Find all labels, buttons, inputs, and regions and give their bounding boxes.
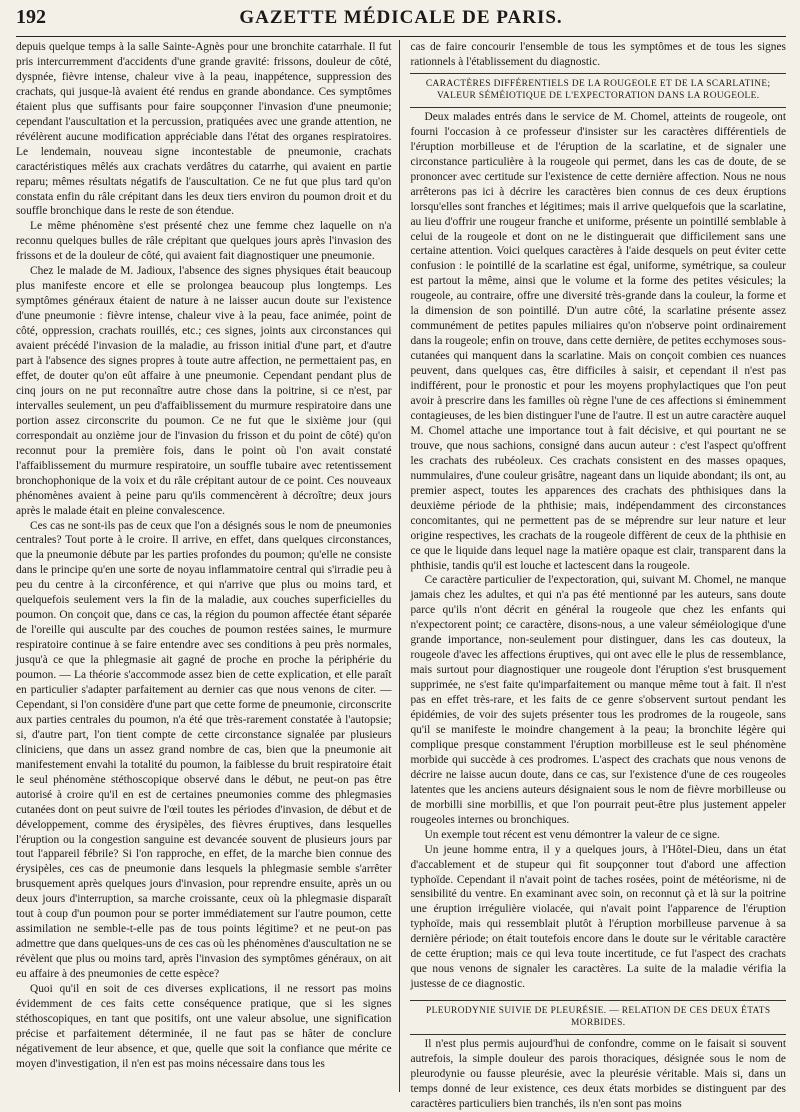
paragraph: Le même phénomène s'est présenté chez une femme chez laquelle on n'a reconnu quelques bulles de râle crépitant que quelques jours après l'invasion des frissons et de la douleur de côté, qui avaient fait diagnostiquer une pneumonie.: [16, 220, 392, 263]
paragraph: Un jeune homme entra, il y a quelques jours, à l'Hôtel-Dieu, dans un état d'accablement et de stupeur qui fit soupçonner tout d'abord une affection typhoïde. Cependant il n'avait point de taches rosées, point de météorisme, ni de sensibilité du ventre. En examinant avec soin, on reconnut çà et là sur la poitrine une éruption irrégulière violacée, qui n'avait point l'apparence de l'éruption typhoïde, mais qui ressemblait plutôt à l'éruption morbilleuse parvenue à sa dernière période; on était toutefois encore dans le doute sur le véritable caractère de cette éruption; mais ce qui leva toute incertitude, ce fut l'aspect des crachats que nous venons de signaler les caractères. La suite de la maladie vérifia la justesse de ce diagnostic.: [410, 843, 786, 991]
paragraph: Chez le malade de M. Jadioux, l'absence des signes physiques était beaucoup plus manifeste encore et elle se prolongea beaucoup plus longtemps. Les symptômes généraux étaient de nature à ne laisser aucun doute sur l'existence d'une pneumonie : fièvre intense, chaleur vive à la peau, face animée, point de côté, oppression, crachats rouillés, etc.; ces signes, joints aux circonstances qui avaient précédé l'invasion de la maladie, au frisson initial d'une part, et d'autre part à l'absence des signes propres à toute autre affection, ne permettaient pas, en effet, de douter qu'on eût affaire à une pneumonie. Cependant pendant plus de cinq jours on ne put reconnaître autre chose dans la poitrine, si ce n'est, par intervalles seulement, un peu d'affaiblissement du murmure respiratoire dans une portion assez circonscrite du poumon. Ce ne fut que le sixième jour (qui correspondait au onzième jour de l'invasion du frisson et du point de côté) qu'on reconnut pour la première fois, dans le point où l'on avait constaté l'affaiblissement du murmure respiratoire, un souffle tubaire avec retentissement bronchophonique de la voix et du râle crépitant autour de ce point. Ces nouveaux phénomènes avaient à peine paru qu'ils commencèrent à décroître; deux jours après le malade était en pleine convalescence.: [16, 265, 392, 517]
left-column: [16, 40, 399, 1092]
paragraph: Ce caractère particulier de l'expectoration, qui, suivant M. Chomel, ne manque jamais chez les adultes, et qui n'a pas été mentionné par les auteurs, sans doute parce qu'ils n'ont décrit en général la rougeole que chez les enfants qui n'expectorent point; ce caractère, disons-nous, a une valeur séméiologique d'une grande importance, non-seulement pour distinguer, dans les cas douteux, la rougeole d'avec les affections éruptives, qui ont avec elle le plus de ressemblance, mais surtout pour diagnostiquer une rougeole dont l'éruption s'est brusquement supprimée, ne s'est faite qu'imparfaitement ou manque même tout à fait. Il n'est pas en effet très-rare, et les faits de ce genre s'observent surtout pendant les épidémies, de voir des sujets présenter tous les prodromes de la rougeole, sans qu'il se manifeste le moindre changement à la peau; la bronchite légère qui complique presque constamment l'éruption morbilleuse est le seul phénomène morbide qui succède à ces prodromes. L'aspect des crachats que nous venons de décrire ne laisse aucun doute, dans ce cas, sur l'existence d'une de ces rougeoles latentes que les anciens auteurs désignaient sous le nom de fièvre morbilleuse ou de morbilli sine morbillis, et que l'on pourrait peut-être plus justement appeler rougeoles internes ou bronchiques.: [410, 574, 786, 826]
section-divider: [410, 73, 786, 74]
paragraph: Ces cas ne sont-ils pas de ceux que l'on a désignés sous le nom de pneumonies centrales? Tout porte à le croire. Il arrive, en effet, dans quelques circonstances, que la pneumonie débute par les parties profondes du poumon; qu'elle ne consiste dans le principe qu'en une sorte de noyau inflammatoire central qui s'irradie peu à peu du centre à la circonférence, et qui n'arrive que plus ou moins tard, et quelquefois seulement vers la fin de la maladie, aux couches superficielles du poumon. On conçoit que, dans ce cas, la région du poumon affectée étant séparée de l'oreille qui ausculte par des couches de poumon restées saines, le murmure respiratoire continue à se faire entendre avec ses conditions à peu près normales, jusqu'à ce que la phlegmasie ait gagné de proche en proche la périphérie du poumon. — La théorie s'accommode assez bien de cette explication, et elle paraît en particulier s'adapter parfaitement au dernier cas que nous venons de citer. — Cependant, si l'on considère d'une part que cette forme de pneumonie, circonscrite aux parties centrales du poumon, n'a été que très-rarement constatée à l'autopsie; si, d'autre part, l'on tient compte de cette circonstance signalée par plusieurs cliniciens, que dans un assez grand nombre de cas, bien que la pneumonie ait manifestement envahi la totalité du poumon, la faiblesse du bruit respiratoire était le seul phénomène stéthoscopique observé dans le début, ne peut-on pas être autorisé à croire qu'il en est de certaines pneumonies comme des phlegmasies cutanées dont on peut suivre de l'œil toutes les périodes d'invasion, de début et de développement, comme des érysipèles, des fièvres éruptives, dans lesquelles l'éruption ou la congestion sanguine est devancée souvent de plusieurs jours par tout l'appareil fébrile? Si l'on rapproche, en effet, de la marche bien connue des érysipèles, ces cas de pneumonie dans lesquels la phlegmasie semble s'arrêter brusquement après quelques jours d'invasion, pour reprendre ensuite, après un ou deux jours d'interruption, sa marche croissante, ceux où la phlegmasie disparaît tout à coup d'un poumon pour se porter immédiatement sur l'autre poumon, cette assimilation ne semble-t-elle pas de tous points légitime? et ne peut-on pas admettre que dans quelques-uns de ces cas où les phénomènes d'auscultation ne se révèlent que plus ou moins tard, après l'invasion des symptômes généraux, on ait eu affaire à des pneumonies de cette espèce?: [16, 519, 392, 981]
running-title: GAZETTE MÉDICALE DE PARIS.: [239, 7, 563, 28]
section-divider: [410, 1000, 786, 1001]
section-title: PLEURODYNIE SUIVIE DE PLEURÉSIE. — RELATION DE CES DEUX ÉTATS MORBIDES.: [426, 1006, 771, 1029]
paragraph: cas de faire concourir l'ensemble de tous les symptômes et de tous les signes rationnels à l'établissement du diagnostic.: [410, 41, 786, 68]
paragraph: Deux malades entrés dans le service de M. Chomel, atteints de rougeole, ont fourni l'occasion à ce professeur d'insister sur les caractères différentiels de l'éruption morbilleuse et de l'éruption de la scarlatine, et de signaler une circonstance particulière à la rougeole qui permet, dans les cas de doute, de se prononcer avec certitude sur l'existence de cette dernière affection. Nous ne nous arrêterons pas ici à décrire les caractères bien connus de ces deux éruptions lorsqu'elles sont franches et légitimes; mais il arrive quelquefois que la scarlatine, au lieu d'offrir une rougeur franche et uniforme, présente un pointillé semblable à celui de la rougeole et dont on ne le distinguerait que difficilement sans une certaine attention. Voici quelques caractères à l'aide desquels on peut éviter cette confusion : le pointillé de la scarlatine est égal, uniforme, symétrique, sa couleur est partout la même, ainsi que le volume et la forme des petites vésicules; la rougeole, au contraire, offre une diversité très-grande dans la couleur, la forme et la dimension de son pointillé. D'un autre côté, la scarlatine présente assez communément de petites papules miliaires qu'on n'observe point ordinairement dans la rougeole; enfin on trouve, dans cette dernière, de petites ecchymoses sous-cutanées qui manquent dans la scarlatine. Mais on conçoit combien ces nuances peuvent, dans quelques cas, être difficiles à saisir, et cependant il n'est pas indifférent, pour le pronostic et pour les moyens prophylactiques que l'on peut avoir à prescrire dans les familles où règne l'une de ces affections si éminemment contagieuses, de les bien distinguer l'une de l'autre. Il est un autre caractère auquel M. Chomel attache une importance tout à fait décisive, et qui pourtant ne se trouve, que nous sachions, consigné dans aucun auteur : c'est l'aspect qu'offrent les crachats des rubéoleux. Ces crachats consistent en des masses opaques, nummulaires, d'une couleur grisâtre, nageant dans un liquide abondant; ils ont, au premier aspect, toutes les apparences des crachats des phthisiques dans la deuxième période de la phthisie; mais, indépendamment des circonstances concomitantes, qui ne permettent pas de se méprendre sur leur nature et leur origine respectives, les crachats de la rougeole diffèrent de ceux de la phthisie en ce que le liquide dans lequel nage la matière opaque est clair, transparent dans la phthisie, tandis qu'il est louche et lactescent dans la rougeole.: [410, 110, 786, 572]
section-divider: [410, 1034, 786, 1035]
paragraph: depuis quelque temps à la salle Sainte-Agnès pour une bronchite catarrhale. Il fut pris intercurremment d'accidents d'une grande gravité: frissons, douleur de côté, dyspnée, fièvre intense, chaleur vive à la peau, inappétence, suppression des crachats, qui jusque-là avaient été rendus en grande abondance. Ces symptômes étaient plus que suffisants pour faire soupçonner l'invasion d'une pneumonie; cependant l'auscultation et la percussion, pratiquées avec une grande attention, ne révélèrent aucune modification appréciable dans l'état des organes respiratoires. Le lendemain, nouveau signe incontestable de pneumonie, crachats caractéristiques mêlés aux crachats verdâtres du catarrhe, qui avaient en partie reparu; mêmes résultats négatifs de l'auscultation. Ce ne fut que plus tard qu'on constata enfin du râle crépitant dans les deux tiers environ du poumon droit et du souffle bronchique dans le reste de son étendue.: [16, 41, 392, 218]
paragraph: Quoi qu'il en soit de ces diverses explications, il ne ressort pas moins évidemment de ces faits cette conséquence pratique, que si les signes stéthoscopiques, en tant que positifs, ont une valeur absolue, une signification précise et parfaitement déterminée, il ne faut pas se hâter de conclure négativement de leur absence, et que, quelle que soit la confiance que mérite ce moyen d'investigation, il n'en est pas moins nécessaire dans tous les: [16, 983, 392, 1070]
section-divider: [410, 107, 786, 108]
page-number: 192: [16, 6, 46, 28]
right-column: [404, 40, 786, 1110]
section-title: CARACTÈRES DIFFÉRENTIELS DE LA ROUGEOLE ET DE LA SCARLATINE; VALEUR SÉMÉIOTIQUE DE L'EXPECTORATION DANS LA ROUGEOLE.: [425, 78, 771, 101]
column-divider: [399, 40, 400, 1092]
paragraph: Il n'est plus permis aujourd'hui de confondre, comme on le faisait si souvent autrefois, la simple douleur des parois thoraciques, désignée sous le nom de pleurodynie ou fausse pleurésie, avec la pleurésie véritable. Mais si, dans un temps donné de leur existence, ces deux états morbides se distinguent par des caractères particuliers bien tranchés, ils n'en sont pas moins: [410, 1038, 786, 1110]
two-column-body: [16, 40, 786, 1110]
paragraph: Un exemple tout récent est venu démontrer la valeur de ce signe.: [424, 828, 720, 841]
page-header: [16, 6, 786, 37]
